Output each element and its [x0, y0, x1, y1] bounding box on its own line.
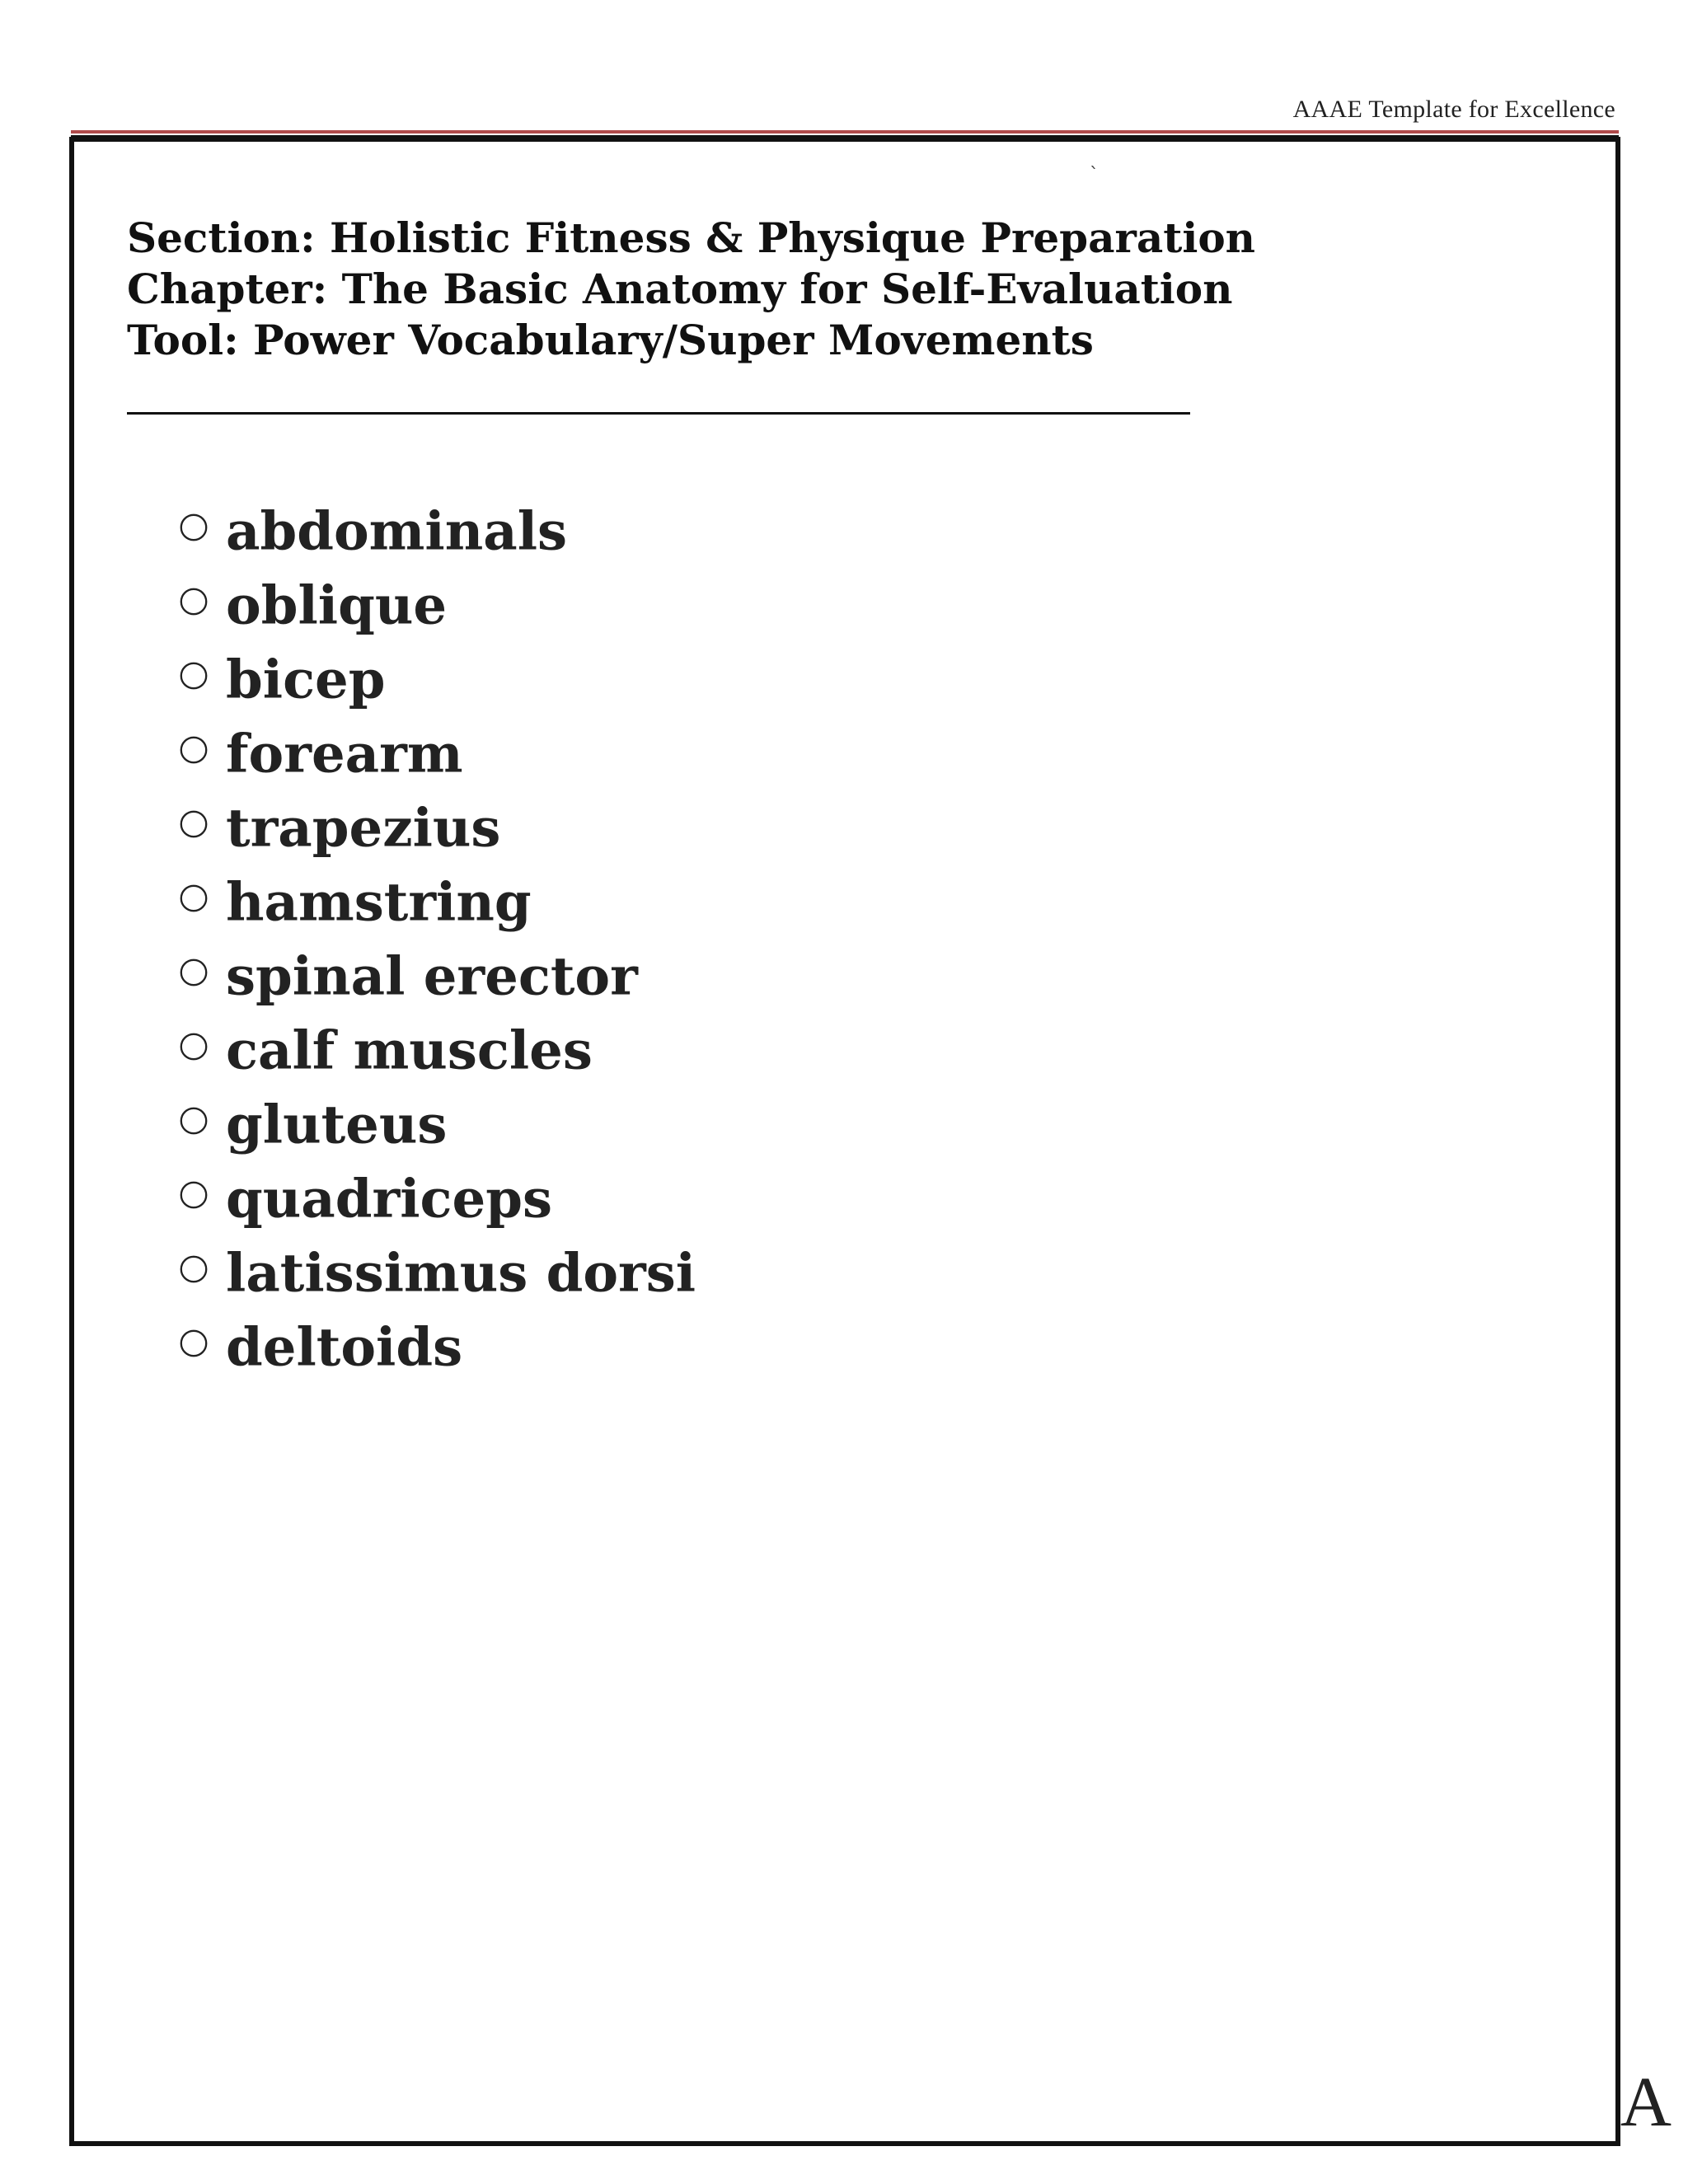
- list-item: [176, 1310, 696, 1385]
- hollow-circle-bullet-icon: [181, 1107, 208, 1134]
- hollow-circle-bullet-icon: [181, 958, 208, 986]
- vocabulary-term: oblique: [226, 574, 448, 637]
- vocabulary-term: calf muscles: [226, 1019, 593, 1082]
- list-item: [176, 1236, 696, 1310]
- hollow-circle-bullet-icon: [181, 588, 208, 615]
- template-header-label: AAAE Template for Excellence: [1292, 96, 1615, 123]
- vocabulary-term: trapezius: [226, 797, 501, 860]
- section-title: Section: Holistic Fitness & Physique Preparation: [127, 213, 1256, 262]
- page-corner-letter: A: [1620, 2062, 1672, 2141]
- hollow-circle-bullet-icon: [181, 513, 208, 541]
- vocabulary-term: latissimus dorsi: [226, 1242, 696, 1305]
- hollow-circle-bullet-icon: [181, 884, 208, 912]
- list-item: [176, 569, 696, 643]
- heading-block: [127, 213, 1255, 366]
- list-item: [176, 717, 696, 791]
- vocabulary-term: abdominals: [226, 500, 568, 563]
- stray-mark: `: [1090, 165, 1099, 185]
- heading-underline: [127, 412, 1190, 415]
- hollow-circle-bullet-icon: [181, 1255, 208, 1282]
- list-item: [176, 643, 696, 717]
- vocabulary-term: quadriceps: [226, 1168, 552, 1230]
- list-item: [176, 791, 696, 865]
- vocabulary-list: [176, 494, 696, 1385]
- vocabulary-term: spinal erector: [226, 945, 638, 1008]
- hollow-circle-bullet-icon: [181, 736, 208, 763]
- vocabulary-term: bicep: [226, 649, 386, 711]
- vocabulary-term: gluteus: [226, 1094, 448, 1156]
- list-item: [176, 494, 696, 569]
- hollow-circle-bullet-icon: [181, 810, 208, 837]
- hollow-circle-bullet-icon: [181, 1329, 208, 1357]
- hollow-circle-bullet-icon: [181, 1181, 208, 1208]
- hollow-circle-bullet-icon: [181, 1033, 208, 1060]
- list-item: [176, 1162, 696, 1236]
- tool-title: Tool: Power Vocabulary/Super Movements: [127, 316, 1094, 364]
- chapter-title: Chapter: The Basic Anatomy for Self-Evaluation: [127, 265, 1233, 313]
- vocabulary-term: deltoids: [226, 1316, 463, 1379]
- list-item: [176, 1014, 696, 1088]
- header-accent-rule: [71, 130, 1619, 134]
- list-item: [176, 865, 696, 940]
- vocabulary-term: hamstring: [226, 871, 532, 934]
- list-item: [176, 940, 696, 1014]
- list-item: [176, 1088, 696, 1162]
- vocabulary-term: forearm: [226, 723, 463, 785]
- hollow-circle-bullet-icon: [181, 662, 208, 689]
